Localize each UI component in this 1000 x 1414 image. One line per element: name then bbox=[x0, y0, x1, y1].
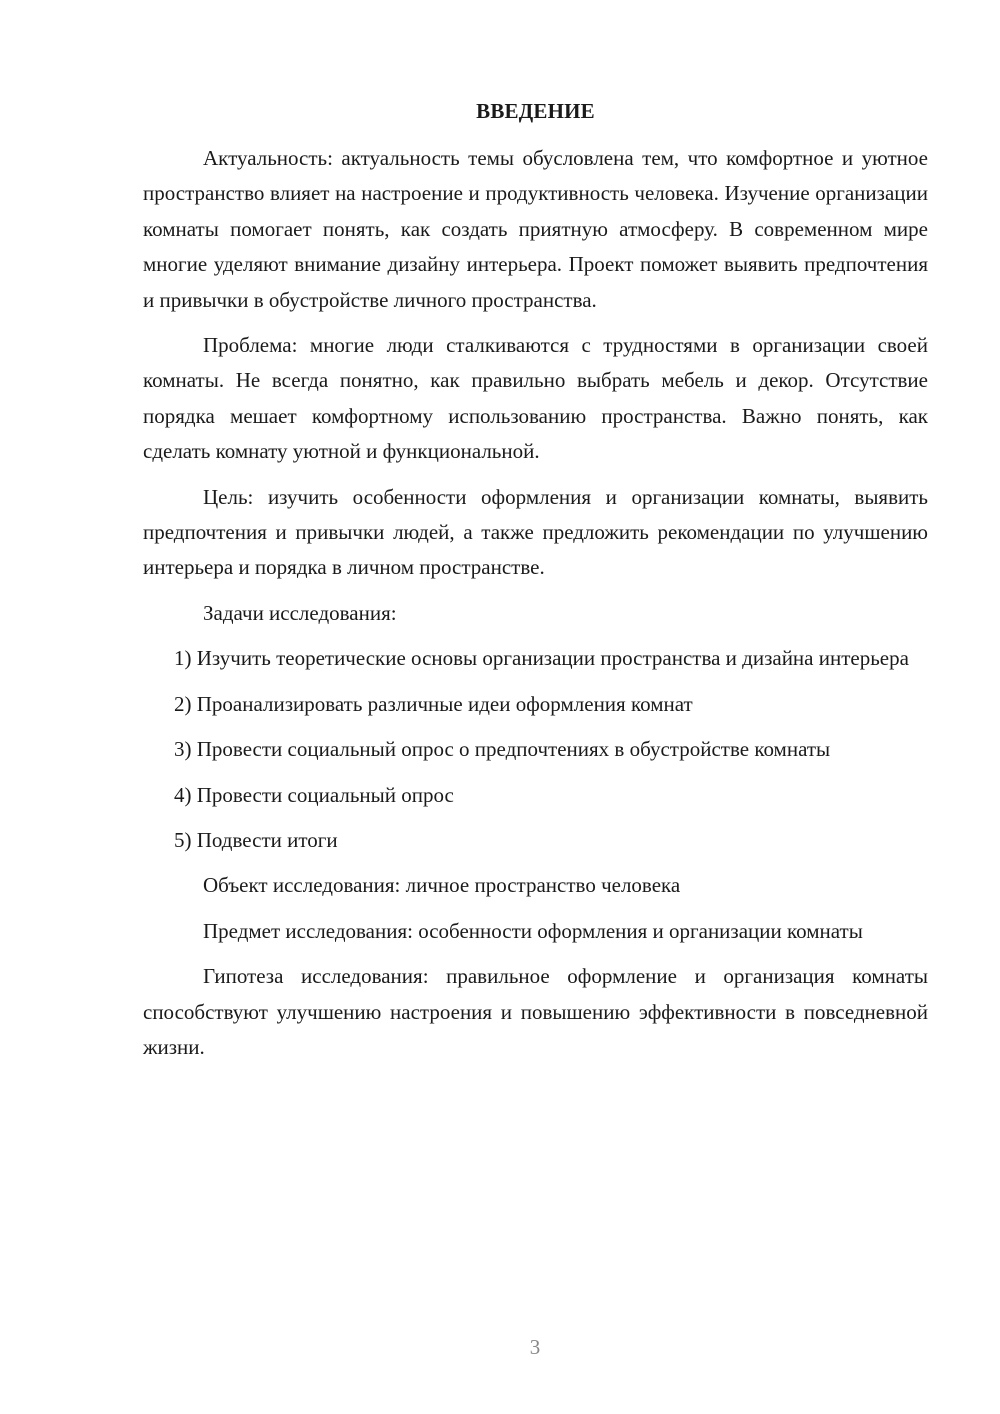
task-item: 2) Проанализировать различные идеи оформления комнат bbox=[174, 691, 693, 716]
page-title: ВВЕДЕНИЕ bbox=[476, 99, 595, 123]
goal-paragraph: Цель: изучить особенности оформления и организации комнаты, выявить предпочтения и привычки людей, а также предложить рекомендации по улучшению интерьера и порядка в личном пространстве. bbox=[143, 484, 928, 580]
relevance-paragraph: Актуальность: актуальность темы обусловлена тем, что комфортное и уютное пространство влияет на настроение и продуктивность человека. Изучение организации комнаты помогает понять, как создать приятную атмосферу. В современном мире многие уделяют внимание дизайну интерьера. Проект поможет выявить предпочтения и привычки в обустройстве личного пространства. bbox=[143, 146, 928, 312]
hypothesis-paragraph: Гипотеза исследования: правильное оформление и организация комнаты способствуют улучшению настроения и повышению эффективности в повседневной жизни. bbox=[143, 964, 928, 1059]
subject-paragraph: Предмет исследования: особенности оформления и организации комнаты bbox=[203, 918, 863, 943]
task-item: 5) Подвести итоги bbox=[174, 827, 338, 852]
page-number: 3 bbox=[529, 1335, 541, 1359]
task-item: 3) Провести социальный опрос о предпочтениях в обустройстве комнаты bbox=[174, 737, 831, 762]
task-item: 1) Изучить теоретические основы организации пространства и дизайна интерьера bbox=[174, 646, 909, 671]
tasks-heading: Задачи исследования: bbox=[203, 600, 397, 625]
task-item: 4) Провести социальный опрос bbox=[174, 782, 454, 807]
problem-paragraph: Проблема: многие люди сталкиваются с трудностями в организации своей комнаты. Не всегда понятно, как правильно выбрать мебель и декор. Отсутствие порядка мешает комфортному использованию пространства. Важно понять, как сделать комнату уютной и функциональной. bbox=[143, 333, 928, 464]
object-paragraph: Объект исследования: личное пространство человека bbox=[203, 873, 681, 898]
document-page bbox=[143, 94, 928, 1075]
